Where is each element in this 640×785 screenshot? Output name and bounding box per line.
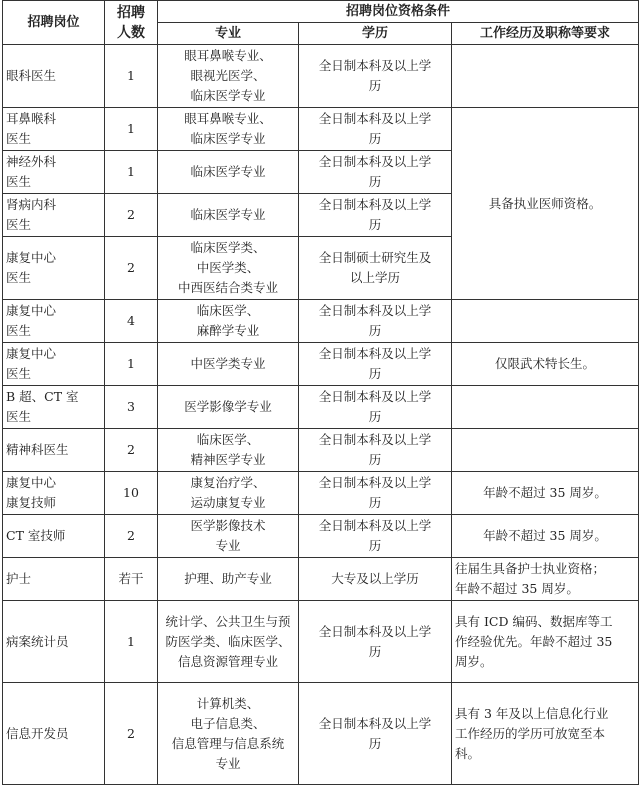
cell-line: 医生 bbox=[6, 270, 32, 285]
header-count-text: 招聘 人数 bbox=[117, 4, 145, 41]
table-row bbox=[3, 45, 639, 108]
cell-line: 耳鼻喉科 bbox=[6, 111, 57, 126]
table-row bbox=[3, 558, 639, 601]
cell-line: 临床医学专业 bbox=[190, 164, 266, 179]
count-cell: 1 bbox=[105, 108, 158, 151]
cell-line: 历 bbox=[368, 452, 382, 467]
major-cell bbox=[158, 601, 299, 683]
count-cell: 2 bbox=[105, 515, 158, 558]
cell-line: 运动康复专业 bbox=[190, 495, 266, 510]
major-cell bbox=[158, 472, 299, 515]
cell-line: 历 bbox=[368, 217, 382, 232]
cell-line: 作经验优先。年龄不超过 35 bbox=[455, 633, 613, 649]
requirements-cell bbox=[452, 683, 639, 785]
cell-line: 麻醉学专业 bbox=[196, 323, 260, 338]
education-cell bbox=[299, 45, 452, 108]
cell-line: 眼视光医学、 bbox=[190, 68, 266, 83]
cell-line: 全日制本科及以上学 bbox=[318, 154, 432, 169]
post-cell bbox=[3, 300, 105, 343]
education-cell bbox=[299, 601, 452, 683]
cell-line: 肾病内科 bbox=[6, 197, 57, 212]
header-conditions: 招聘岗位资格条件 bbox=[158, 1, 639, 23]
post-cell bbox=[3, 601, 105, 683]
table-row bbox=[3, 472, 639, 515]
cell-line: 医生 bbox=[6, 366, 32, 381]
education-cell bbox=[299, 300, 452, 343]
cell-line: 眼耳鼻喉专业、 bbox=[184, 48, 272, 63]
count-cell: 1 bbox=[105, 45, 158, 108]
cell-line: 仅限武术特长生。 bbox=[495, 356, 596, 371]
education-cell bbox=[299, 472, 452, 515]
requirements-cell bbox=[452, 472, 639, 515]
cell-line: 电子信息类、 bbox=[190, 715, 266, 731]
cell-line: 具有 3 年及以上信息化行业 bbox=[455, 705, 609, 721]
requirements-cell bbox=[452, 558, 639, 601]
post-cell bbox=[3, 194, 105, 237]
cell-line: 往届生具备护士执业资格； bbox=[455, 561, 606, 576]
cell-line: 专业 bbox=[215, 538, 241, 553]
cell-line: 历 bbox=[368, 538, 382, 553]
cell-line: 医学影像技术 bbox=[190, 518, 266, 533]
cell-line: 护理、助产专业 bbox=[184, 571, 272, 586]
cell-line: 神经外科 bbox=[6, 154, 57, 169]
cell-line: 历 bbox=[368, 174, 382, 189]
post-cell bbox=[3, 237, 105, 300]
cell-line: 中西医结合类专业 bbox=[177, 280, 278, 295]
cell-line: 精神科医生 bbox=[6, 442, 69, 457]
cell-line: 康复治疗学、 bbox=[190, 475, 266, 490]
cell-line: 以上学历 bbox=[349, 270, 400, 285]
cell-line: B 超、CT 室 bbox=[6, 389, 79, 404]
requirements-cell bbox=[452, 343, 639, 386]
cell-line: 专业 bbox=[215, 755, 241, 771]
cell-line: 康复中心 bbox=[6, 475, 57, 490]
major-cell bbox=[158, 194, 299, 237]
education-cell bbox=[299, 108, 452, 151]
cell-line: 中医学类、 bbox=[196, 260, 260, 275]
cell-line: 年龄不超过 35 周岁。 bbox=[483, 485, 607, 500]
cell-line: 全日制本科及以上学 bbox=[318, 58, 432, 73]
cell-line: 医生 bbox=[6, 217, 32, 232]
cell-line: 康复中心 bbox=[6, 346, 57, 361]
cell-line: 历 bbox=[368, 78, 382, 93]
count-cell: 2 bbox=[105, 429, 158, 472]
header-requirements: 工作经历及职称等要求 bbox=[452, 23, 639, 45]
major-cell bbox=[158, 300, 299, 343]
count-cell: 2 bbox=[105, 194, 158, 237]
cell-line: 全日制本科及以上学 bbox=[318, 389, 432, 404]
header-major: 专业 bbox=[158, 23, 299, 45]
header-education: 学历 bbox=[299, 23, 452, 45]
table-row bbox=[3, 300, 639, 343]
cell-line: 临床医学、 bbox=[196, 303, 260, 318]
post-cell bbox=[3, 151, 105, 194]
cell-line: 历 bbox=[368, 735, 382, 751]
table-body bbox=[3, 45, 639, 785]
cell-line: 工作经历的学历可放宽至本 bbox=[455, 725, 606, 741]
cell-line: 中医学类专业 bbox=[190, 356, 266, 371]
education-cell bbox=[299, 151, 452, 194]
requirements-cell bbox=[452, 108, 639, 300]
major-cell bbox=[158, 386, 299, 429]
cell-line: 医生 bbox=[6, 323, 32, 338]
cell-line: 年龄不超过 35 周岁。 bbox=[483, 528, 607, 543]
cell-line: 康复中心 bbox=[6, 250, 57, 265]
education-cell bbox=[299, 386, 452, 429]
cell-line: 统计学、公共卫生与预 bbox=[165, 613, 291, 629]
cell-line: 具有 ICD 编码、数据库等工 bbox=[455, 613, 613, 629]
cell-line: 信息资源管理专业 bbox=[177, 653, 278, 669]
major-cell bbox=[158, 45, 299, 108]
cell-line: 临床医学类、 bbox=[190, 240, 266, 255]
post-cell bbox=[3, 108, 105, 151]
post-cell bbox=[3, 683, 105, 785]
major-cell bbox=[158, 151, 299, 194]
cell-line: 护士 bbox=[6, 571, 32, 586]
requirements-cell bbox=[452, 515, 639, 558]
post-cell bbox=[3, 386, 105, 429]
count-cell: 1 bbox=[105, 601, 158, 683]
major-cell bbox=[158, 558, 299, 601]
cell-line: 临床医学专业 bbox=[190, 131, 266, 146]
requirements-cell bbox=[452, 45, 639, 108]
cell-line: 信息管理与信息系统 bbox=[171, 735, 285, 751]
cell-line: 全日制硕士研究生及 bbox=[318, 250, 432, 265]
cell-line: 临床医学、 bbox=[196, 432, 260, 447]
education-cell bbox=[299, 515, 452, 558]
major-cell bbox=[158, 515, 299, 558]
cell-line: 年龄不超过 35 周岁。 bbox=[455, 581, 579, 596]
header-row-top bbox=[3, 1, 639, 23]
post-cell bbox=[3, 429, 105, 472]
cell-line: 历 bbox=[368, 495, 382, 510]
count-cell: 2 bbox=[105, 237, 158, 300]
cell-line: 眼耳鼻喉专业、 bbox=[184, 111, 272, 126]
table-row bbox=[3, 601, 639, 683]
major-cell bbox=[158, 108, 299, 151]
table-row bbox=[3, 386, 639, 429]
cell-line: 科。 bbox=[455, 745, 481, 761]
cell-line: 眼科医生 bbox=[6, 68, 57, 83]
cell-line: 医生 bbox=[6, 131, 32, 146]
cell-line: 全日制本科及以上学 bbox=[318, 623, 432, 639]
post-cell bbox=[3, 558, 105, 601]
education-cell bbox=[299, 343, 452, 386]
cell-line: 周岁。 bbox=[455, 653, 493, 669]
recruitment-table bbox=[2, 0, 639, 785]
cell-line: 大专及以上学历 bbox=[331, 571, 419, 586]
cell-line: 全日制本科及以上学 bbox=[318, 432, 432, 447]
education-cell bbox=[299, 429, 452, 472]
cell-line: 具备执业医师资格。 bbox=[488, 195, 602, 211]
cell-line: 历 bbox=[368, 131, 382, 146]
cell-line: 临床医学专业 bbox=[190, 207, 266, 222]
major-cell bbox=[158, 683, 299, 785]
cell-line: 历 bbox=[368, 366, 382, 381]
post-cell bbox=[3, 45, 105, 108]
cell-line: 全日制本科及以上学 bbox=[318, 303, 432, 318]
cell-line: 医生 bbox=[6, 409, 32, 424]
cell-line: 病案统计员 bbox=[6, 633, 69, 649]
requirements-cell bbox=[452, 601, 639, 683]
cell-line: 全日制本科及以上学 bbox=[318, 197, 432, 212]
cell-line: 医生 bbox=[6, 174, 32, 189]
cell-line: 康复技师 bbox=[6, 495, 57, 510]
requirements-cell bbox=[452, 429, 639, 472]
cell-line: 防医学类、临床医学、 bbox=[165, 633, 291, 649]
table-row bbox=[3, 343, 639, 386]
cell-line: 康复中心 bbox=[6, 303, 57, 318]
cell-line: 历 bbox=[368, 643, 382, 659]
requirements-cell bbox=[452, 300, 639, 343]
count-cell: 10 bbox=[105, 472, 158, 515]
major-cell bbox=[158, 343, 299, 386]
cell-line: 精神医学专业 bbox=[190, 452, 266, 467]
education-cell bbox=[299, 194, 452, 237]
table-row bbox=[3, 683, 639, 785]
table-row bbox=[3, 429, 639, 472]
education-cell bbox=[299, 558, 452, 601]
table-row bbox=[3, 108, 639, 151]
cell-line: 计算机类、 bbox=[196, 695, 260, 711]
post-cell bbox=[3, 515, 105, 558]
count-cell: 若干 bbox=[105, 558, 158, 601]
header-count bbox=[105, 1, 158, 45]
cell-line: 医学影像学专业 bbox=[184, 399, 272, 414]
count-cell: 1 bbox=[105, 151, 158, 194]
cell-line: 临床医学专业 bbox=[190, 88, 266, 103]
table-row bbox=[3, 515, 639, 558]
requirements-cell bbox=[452, 386, 639, 429]
cell-line: 信息开发员 bbox=[6, 725, 69, 741]
count-cell: 3 bbox=[105, 386, 158, 429]
cell-line: 全日制本科及以上学 bbox=[318, 111, 432, 126]
cell-line: 全日制本科及以上学 bbox=[318, 715, 432, 731]
cell-line: 全日制本科及以上学 bbox=[318, 346, 432, 361]
header-post: 招聘岗位 bbox=[3, 1, 105, 45]
cell-line: CT 室技师 bbox=[6, 528, 66, 543]
cell-line: 历 bbox=[368, 409, 382, 424]
major-cell bbox=[158, 237, 299, 300]
post-cell bbox=[3, 472, 105, 515]
cell-line: 全日制本科及以上学 bbox=[318, 475, 432, 490]
education-cell bbox=[299, 683, 452, 785]
count-cell: 2 bbox=[105, 683, 158, 785]
cell-line: 历 bbox=[368, 323, 382, 338]
post-cell bbox=[3, 343, 105, 386]
education-cell bbox=[299, 237, 452, 300]
major-cell bbox=[158, 429, 299, 472]
count-cell: 1 bbox=[105, 343, 158, 386]
cell-line: 全日制本科及以上学 bbox=[318, 518, 432, 533]
count-cell: 4 bbox=[105, 300, 158, 343]
